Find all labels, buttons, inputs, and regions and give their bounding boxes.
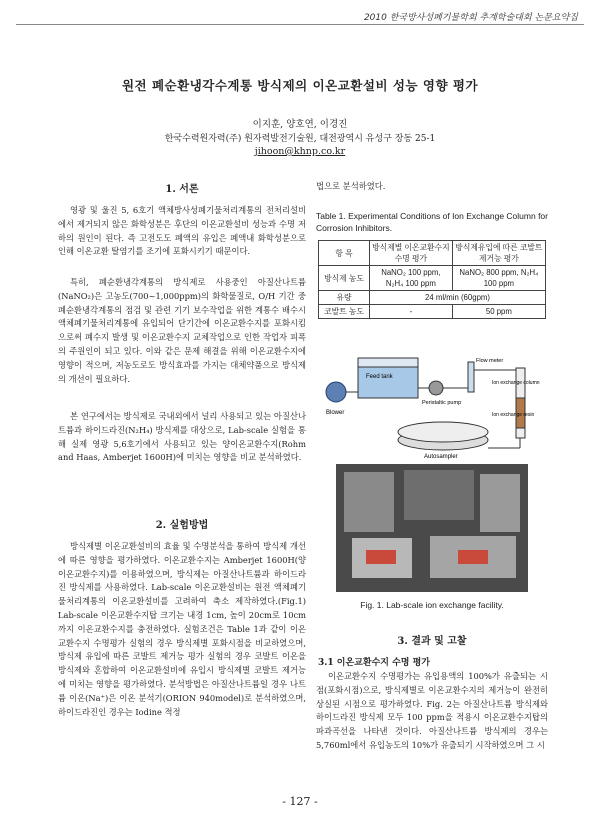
table-cell: - — [370, 305, 453, 319]
table-cell: NaNO₂ 800 ppm, N₂H₄ 100 ppm — [452, 266, 545, 291]
table-header-lifetime: 방식제별 이온교환수지 수명 평가 — [370, 241, 453, 266]
table-cell: 50 ppm — [452, 305, 545, 319]
section-3-1-title: 3.1 이온교환수지 수명 평가 — [318, 658, 430, 668]
authors: 이지훈, 양호연, 이경진 — [252, 119, 348, 130]
section-2-title: 2. 실험방법 — [155, 520, 209, 531]
flow-meter-label: Flow meter — [476, 358, 504, 364]
table-row-label: 유량 — [319, 291, 370, 305]
table-row — [319, 305, 546, 319]
ion-exchange-column-label: Ion exchange column — [492, 380, 540, 386]
section-2-paragraph-1: 방식제별 이온교환설비의 효율 및 수명분석을 통하여 방식제 개선에 따른 영향을 평가하였다. 이온교환수지는 Amberjet 1600H(양이온교환수지)를 이용하였으며, 방식제는 아질산나트륨과 하이드라진 방식제를 사용하였다. Lab-scale 이온교환설비는 원전 액체폐기물처리계통의 이온교환설비를 고려하여 축소 제작하였다.(Fig.1) Lab-scale 이온교환수지탑 크기는 내경 1cm, 높이 20cm로 10cm까지 이온교환수지를 충전하였다. 실험조건은 Table 1과 같이 이온교환수지 수명평가 실험의 경우 방식제별 포화시점을 비교하였으며, 방식제 유입에 따른 코발트 제거능 평가 실험의 경우 코발트 이온을 방식제와 혼합하여 이온교환설비에 유입시 방식제별 코발트 제거능에 미치는 영향을 평가하였다. 분석방법은 아질산나트륨일 경우 나트륨 이온(Na⁺)은 이온 분석기(ORION 940model)로 분석하였으며, 하이드라진인 경우는 Iodine 적정 — [58, 541, 306, 717]
ion-exchange-facility-figure — [318, 340, 546, 595]
section-1-title: 1. 서론 — [165, 184, 199, 195]
proceedings-header: 2010 한국방사성폐기물학회 추계학술대회 논문요약집 — [363, 13, 578, 23]
section-1-paragraph-1: 영광 및 울진 5, 6호기 액체방사성폐기물처리계통의 전처리설비에서 제거되지 않은 화학성분은 후단의 이온교환설비 성능과 수명 저하의 원인이 된다. 즉 고전도도 폐액의 유입은 폐액내 화학성분으로 인해 이온교환 탈염기를 조기에 포화시키기 때문이다. — [58, 205, 306, 257]
table-header-cobalt: 방식제유입에 따른 코발트 제거능 평가 — [452, 241, 545, 266]
table-1-caption: Table 1. Experimental Conditions of Ion Exchange Column for Corrosion Inhibitors. — [316, 211, 548, 233]
paper-title: 원전 폐순환냉각수계통 방식제의 이온교환설비 성능 영향 평가 — [121, 78, 479, 93]
right-column-continuation: 법으로 분석하였다. — [316, 181, 386, 191]
affiliation: 한국수력원자력(주) 원자력발전기술원, 대전광역시 유성구 장동 25-1 — [164, 134, 436, 144]
table-row — [319, 291, 546, 305]
peristaltic-pump-label: Peristaltic pump — [422, 400, 462, 406]
table-row — [319, 266, 546, 291]
peristaltic-pump-icon — [429, 381, 443, 395]
table-header-row — [319, 241, 546, 266]
table-cell: NaNO₂ 100 ppm, N₂H₄ 100 ppm — [370, 266, 453, 291]
experimental-conditions-table — [318, 240, 546, 319]
section-3-1-paragraph: 이온교환수지 수명평가는 유입용액의 100%가 유출되는 시점(포화시점)으로, 방식제별로 이온교환수지의 제거능이 완전히 상실된 시점으로 평가하였다. Fig. 2는 아질산나트륨 방식제와 하이드라진 방식제 모두 100 ppm을 적용시 이온교환수지탑의 파과곡선을 나타낸 것이다. 아질산나트륨 방식제의 경우는 5,760ml에서 유입농도의 10%가 유출되기 시작하였으며 그 시 — [316, 671, 548, 750]
table-header-item: 항 목 — [319, 241, 370, 266]
blower-label: Blower — [326, 410, 345, 416]
feed-tank-label: Feed tank — [366, 374, 393, 380]
email-link[interactable]: jihoon@khnp.co.kr — [254, 146, 346, 157]
blower-icon — [326, 382, 346, 402]
table-row-label: 방식제 농도 — [319, 266, 370, 291]
header-rule — [16, 24, 584, 25]
section-3-title: 3. 결과 및 고찰 — [397, 636, 467, 647]
flow-meter-icon — [468, 362, 474, 392]
table-row-label: 코발트 농도 — [319, 305, 370, 319]
autosampler-label: Autosampler — [424, 454, 458, 460]
section-1-paragraph-3: 본 연구에서는 방식제로 국내외에서 널리 사용되고 있는 아질산나트륨과 하이드라진(N₂H₄) 방식제를 대상으로, Lab-scale 실험을 통해 실제 영광 5,6호기에서 사용되고 있는 양이온교환수지(Rohm and Haas, Amberjet 1600H)에 미치는 영향을 비교 분석하였다. — [58, 411, 306, 463]
table-cell: 24 ml/min (60gpm) — [370, 291, 546, 305]
ion-exchange-resin-label: Ion exchange resin — [492, 412, 535, 418]
figure-1-caption: Fig. 1. Lab-scale ion exchange facility. — [360, 600, 504, 610]
section-1-paragraph-2: 특히, 폐순환냉각계통의 방식제로 사용중인 아질산나트륨(NaNO₂)은 고농도(700~1,000ppm)의 화학물질로, O/H 기간 중 폐순환냉각계통의 점검 및 관련 기기 보수작업을 위한 계통수 배수시 액체폐기물처리계통에 유입되어 단기간에 이온교환수지를 포화시킴으로써 폐수지 발생 및 이온교환수지 교체작업으로 인한 작업자 피폭의 주원인이 되고 있다. 이와 같은 문제 해결을 위해 이온교환수지에 영향이 적으며, 저농도로도 방식효과를 가지는 대체약품으로 방식제의 개선이 필요하다. — [58, 277, 306, 384]
page-number: - 127 - — [282, 795, 318, 808]
